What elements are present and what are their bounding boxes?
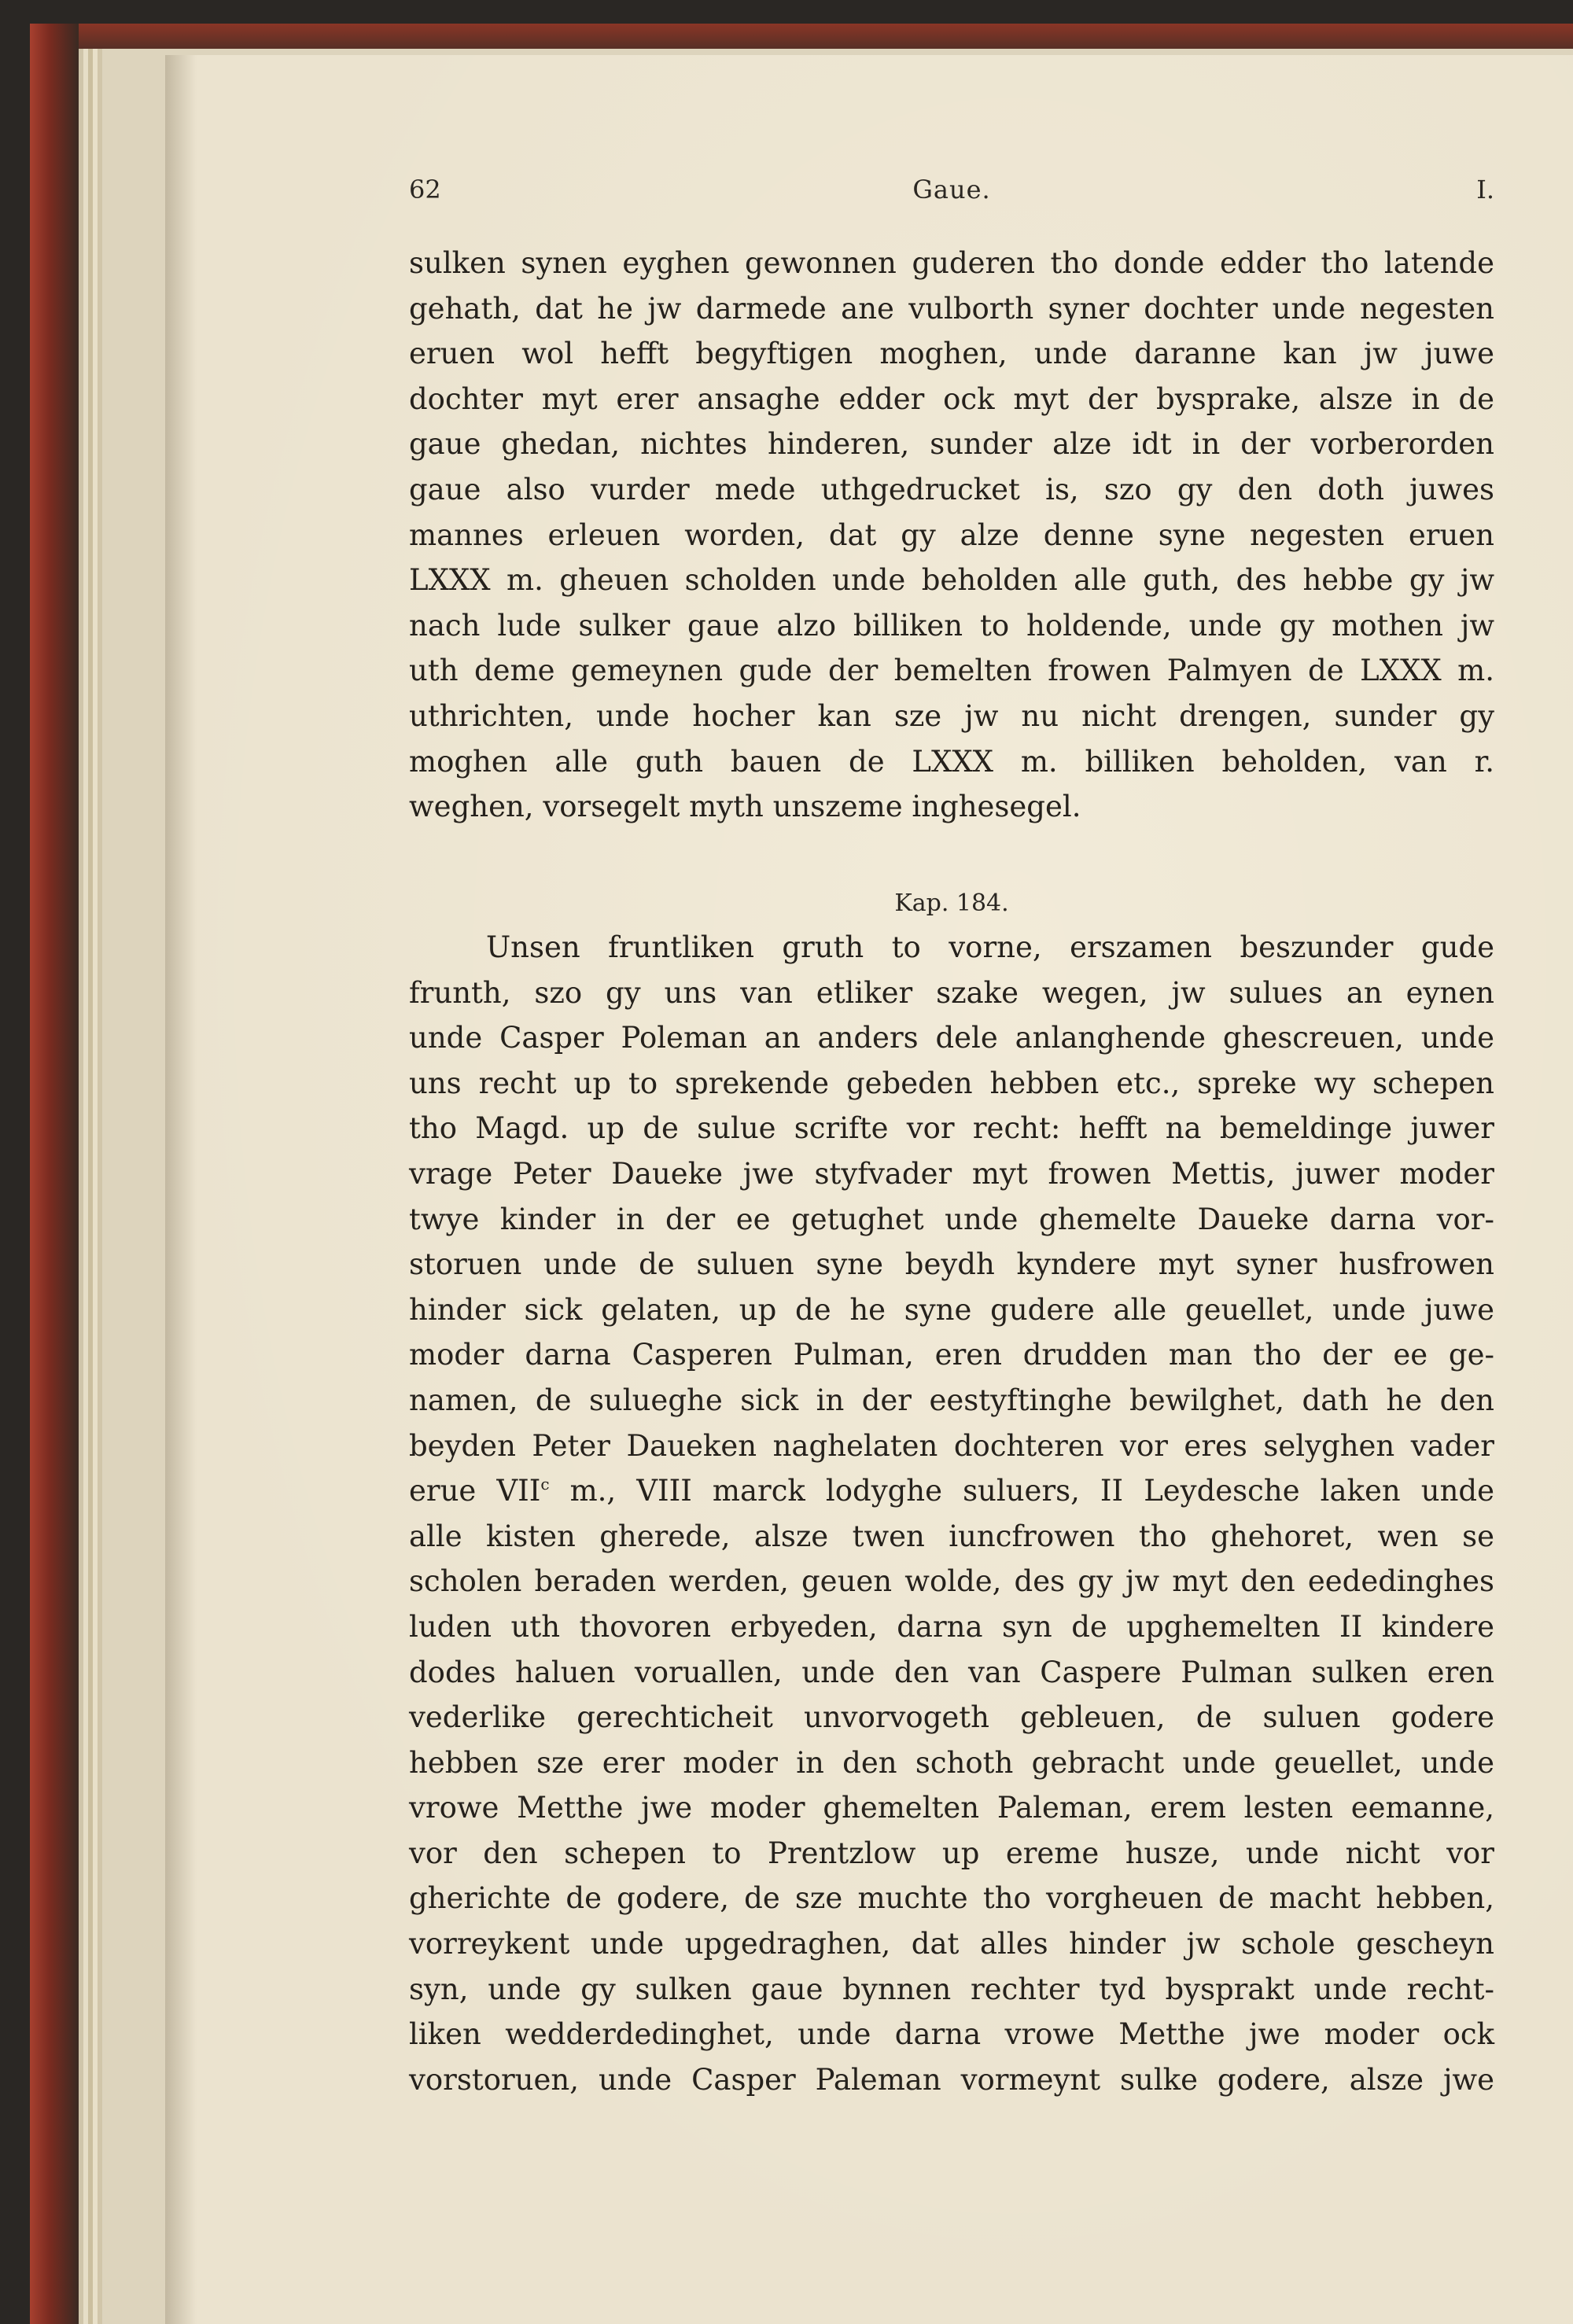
text-line: vederlike gerechticheit unvorvogeth gebleuen, de suluen godere <box>409 1700 1494 1735</box>
text-line-start: erue VII <box>409 1474 541 1508</box>
book-cover-spine <box>30 24 79 2324</box>
text-line <box>409 1468 1494 1514</box>
text-line: vrage Peter Daueke jwe styfvader myt frowen Mettis, juwer moder <box>409 1156 1494 1191</box>
text-line: beyden Peter Daueken naghelaten dochteren vor eres selyghen vader <box>409 1428 1494 1463</box>
text-line: namen, de sulueghe sick in der eestyftinghe bewilghet, dath he den <box>409 1383 1494 1417</box>
text-line: moghen alle guth bauen de LXXX m. billiken beholden, van r. <box>409 744 1494 779</box>
paragraph-2 <box>409 925 1494 2102</box>
text-line: unde Casper Poleman an anders dele anlanghende ghescreuen, unde <box>409 1021 1494 1055</box>
text-line: luden uth thovoren erbyeden, darna syn de upghemelten II kindere <box>409 1609 1494 1644</box>
text-line: tho Magd. up de sulue scrifte vor recht: hefft na bemeldinge juwer <box>409 1111 1494 1146</box>
chapter-heading: Kap. 184. <box>894 889 1009 917</box>
text-line: weghen, vorsegelt myth unszeme inghesegel. <box>409 790 1081 824</box>
text-line: alle kisten gherede, alsze twen iuncfrowen tho ghehoret, wen se <box>409 1519 1494 1553</box>
text-line: dodes haluen voruallen, unde den van Caspere Pulman sulken eren <box>409 1655 1494 1689</box>
page-number: 62 <box>409 175 441 204</box>
text-line: gaue ghedan, nichtes hinderen, sunder alze idt in der vorberorden <box>409 427 1494 462</box>
text-line: sulken synen eyghen gewonnen guderen tho donde edder tho latende <box>409 246 1494 280</box>
text-line: vrowe Metthe jwe moder ghemelten Paleman, erem lesten eemanne, <box>409 1791 1494 1825</box>
paragraph-1 <box>409 241 1494 830</box>
text-line: Unsen fruntliken gruth to vorne, erszamen beszunder gude <box>486 930 1494 964</box>
text-line: hebben sze erer moder in den schoth gebracht unde geuellet, unde <box>409 1745 1494 1780</box>
text-line: liken wedderdedinghet, unde darna vrowe Metthe jwe moder ock <box>409 2017 1494 2052</box>
text-line: mannes erleuen worden, dat gy alze denne syne negesten eruen <box>409 517 1494 552</box>
text-line: eruen wol hefft begyftigen moghen, unde daranne kan jw juwe <box>409 337 1494 371</box>
text-line: LXXX m. gheuen scholden unde beholden alle guth, des hebbe gy jw <box>409 563 1494 598</box>
text-line-rest: m., VIII marck lodyghe suluers, II Leydesche laken unde <box>549 1474 1494 1508</box>
running-title: Gaue. <box>912 175 991 204</box>
text-line: dochter myt erer ansaghe edder ock myt der bysprake, alsze in de <box>409 381 1494 416</box>
running-head <box>409 175 1494 214</box>
text-line: gaue also vurder mede uthgedrucket is, szo gy den doth juwes <box>409 472 1494 506</box>
text-line: uth deme gemeynen gude der bemelten frowen Palmyen de LXXX m. <box>409 654 1494 688</box>
gutter-shadow <box>165 55 197 2324</box>
text-line: uns recht up to sprekende gebeden hebben etc., spreke wy schepen <box>409 1066 1494 1100</box>
text-line: gherichte de godere, de sze muchte tho vorgheuen de macht hebben, <box>409 1881 1494 1916</box>
superscript: c <box>540 1475 550 1494</box>
text-line: frunth, szo gy uns van etliker szake wegen, jw sulues an eynen <box>409 975 1494 1010</box>
text-line: vorstoruen, unde Casper Paleman vormeynt sulke godere, alsze jwe <box>409 2062 1494 2097</box>
text-line: nach lude sulker gaue alzo billiken to holdende, unde gy mothen jw <box>409 608 1494 643</box>
text-line: storuen unde de suluen syne beydh kyndere myt syner husfrowen <box>409 1247 1494 1282</box>
text-line: uthrichten, unde hocher kan sze jw nu nicht drengen, sunder gy <box>409 698 1494 733</box>
text-line: twye kinder in der ee getughet unde ghemelte Daueke darna vor- <box>409 1202 1494 1236</box>
section-number: I. <box>1476 175 1494 204</box>
text-line: vor den schepen to Prentzlow up ereme husze, unde nicht vor <box>409 1836 1494 1870</box>
text-line: syn, unde gy sulken gaue bynnen rechter tyd bysprakt unde recht- <box>409 1972 1494 2006</box>
text-line: hinder sick gelaten, up de he syne gudere alle geuellet, unde juwe <box>409 1292 1494 1327</box>
text-line: gehath, dat he jw darmede ane vulborth syner dochter unde negesten <box>409 291 1494 326</box>
text-line: scholen beraden werden, geuen wolde, des gy jw myt den eededinghes <box>409 1564 1494 1599</box>
text-line: vorreykent unde upgedraghen, dat alles hinder jw schole gescheyn <box>409 1927 1494 1961</box>
text-line: moder darna Casperen Pulman, eren drudden man tho der ee ge- <box>409 1338 1494 1372</box>
